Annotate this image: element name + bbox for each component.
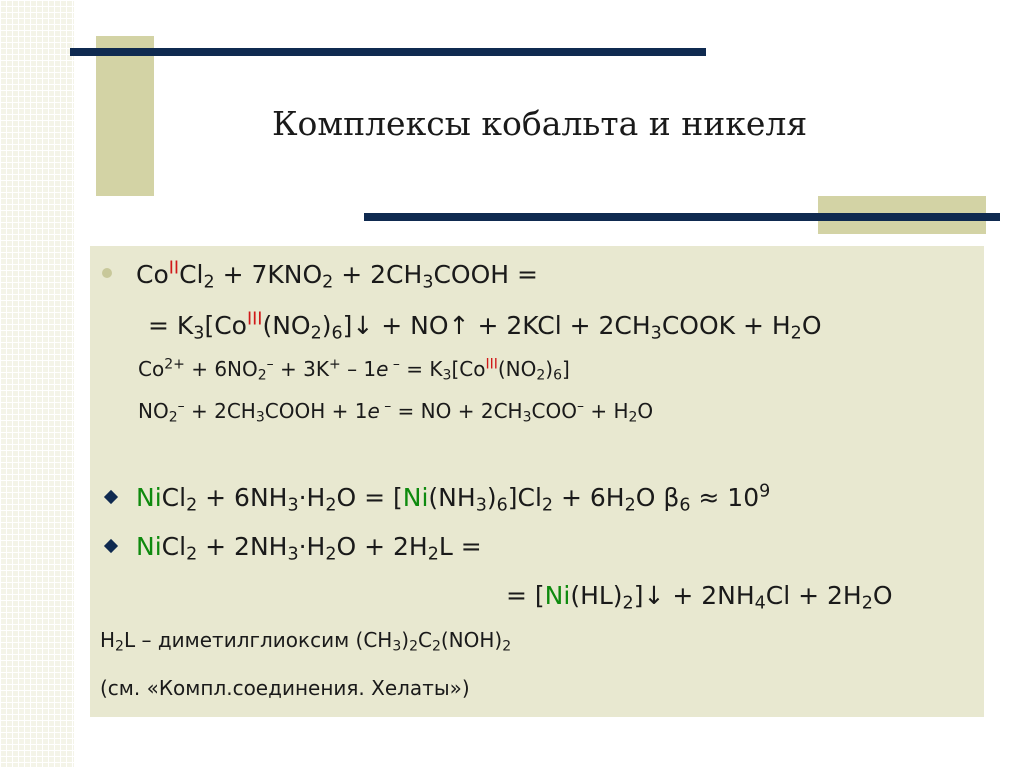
nickel-ammine-equation: NiCl$_2$ + $6NH_3\cdot H_2O = [Ni(NH_3)_6]Cl_2 + 6H_2O$ $\beta_6 \approx 10^9$ <box>136 481 771 516</box>
slide-title: Комплексы кобальта и никеля <box>272 104 808 143</box>
title-rule-top <box>70 48 706 56</box>
decorative-grid-strip <box>0 0 74 767</box>
title-rule-bottom <box>364 213 1000 221</box>
nickel-dmg-equation-line2: = $[Ni(HL)_2]↓ + 2NH_4Cl + 2H_2O$ <box>506 581 893 614</box>
cobalt-equation-line2: = $K_3[Co^{III}(NO_2)_6]↓$ + NO↑ + $2KCl + 2CH_3COOK + H_2O$ <box>148 309 822 344</box>
nickel-dmg-equation-line1: NiCl$_2$ + $2NH_3\cdot H_2O + 2H_2L$ = <box>136 532 482 565</box>
cobalt-half-reaction-1: $Co^{2+} + 6NO_2^- + 3K^+ - 1e$ $^- = K_3[Co^{III}(NO_2)_6]$ <box>138 356 570 384</box>
bullet-dot-icon <box>102 268 112 278</box>
cobalt-half-reaction-2: $NO_2^-$ + $2CH_3COOH + 1e$ – = NO + $2CH_3COO^- + H_2O$ <box>138 398 654 426</box>
decorative-block-left <box>96 36 154 196</box>
cobalt-equation-line1: $Co^{II}Cl_2 + 7KNO_2$ + $2CH_3COOH$ = <box>136 258 538 293</box>
reference-note: (см. «Компл.соединения. Хелаты») <box>100 676 470 700</box>
ligand-note: $H_2L$ – диметилглиоксим $(CH_3)_2C_2(NOH)_2$ <box>100 628 512 655</box>
